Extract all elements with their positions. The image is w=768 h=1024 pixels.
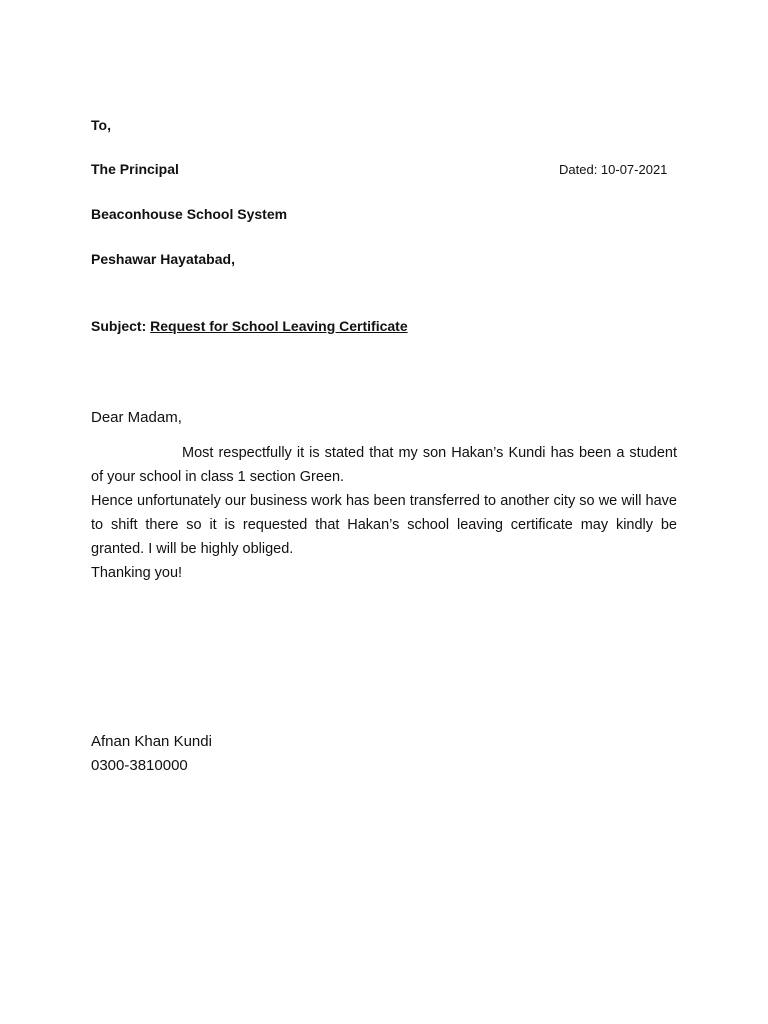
- school-location: Peshawar Hayatabad,: [91, 251, 235, 267]
- subject-line: [91, 317, 408, 335]
- subject-label: Subject:: [91, 318, 151, 334]
- body-paragraph-2: Hence unfortunately our business work has been transferred to another city so we will have to shift there so it is requested that Hakan’s school leaving certificate may kindly be granted. I will be highly obliged.: [91, 493, 677, 557]
- school-name: Beaconhouse School System: [91, 206, 288, 222]
- signature-name: Afnan Khan Kundi: [91, 733, 212, 750]
- letter-body: [91, 441, 677, 585]
- to-line: To,: [91, 117, 111, 133]
- subject-text: Request for School Leaving Certificate: [150, 318, 408, 334]
- body-paragraph-1: Most respectfully it is stated that my son Hakan’s Kundi has been a student of your school in class 1 section Green.: [91, 445, 677, 485]
- salutation: Dear Madam,: [91, 409, 182, 426]
- closing-line: Thanking you!: [91, 565, 183, 581]
- recipient-title: The Principal: [91, 161, 179, 177]
- phone-number: 0300-3810000: [91, 757, 188, 774]
- date-line: Dated: 10-07-2021: [559, 162, 668, 177]
